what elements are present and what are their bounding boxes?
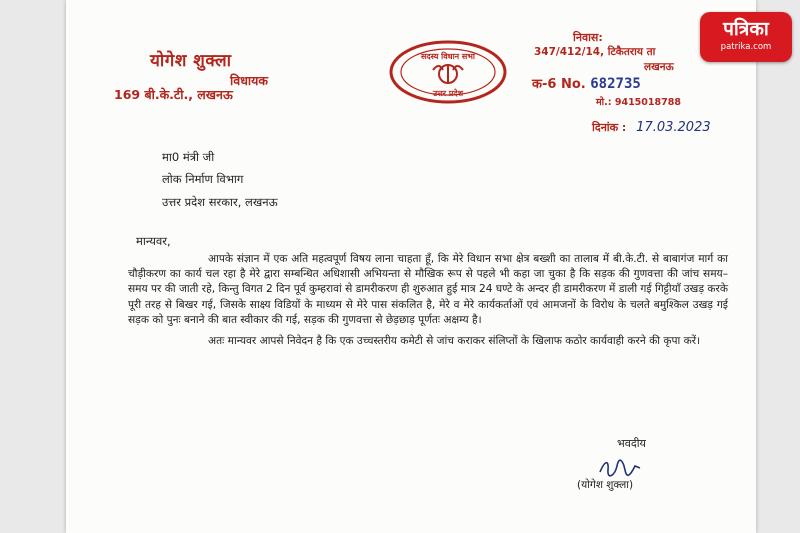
signature-icon bbox=[597, 456, 643, 478]
reference-value: 682735 bbox=[590, 76, 641, 92]
seal-top-text: सदस्य विधान सभा bbox=[420, 52, 476, 61]
assembly-seal-icon bbox=[388, 40, 508, 104]
mobile-number: मो.: 9415018788 bbox=[596, 97, 681, 108]
reference-prefix: क-6 No. bbox=[532, 77, 586, 92]
seal-bottom-text: उत्तर प्रदेश bbox=[432, 89, 464, 98]
residence-city: लखनऊ bbox=[644, 61, 674, 73]
residence-label: निवास: bbox=[573, 31, 603, 44]
salutation: मान्यवर, bbox=[136, 234, 171, 248]
letter-body bbox=[128, 252, 728, 349]
recipient-line-3: उत्तर प्रदेश सरकार, लखनऊ bbox=[162, 195, 278, 209]
letter-page bbox=[66, 0, 756, 533]
recipient-line-2: लोक निर्माण विभाग bbox=[162, 172, 244, 186]
closing: भवदीय bbox=[617, 437, 646, 450]
date-value: 17.03.2023 bbox=[636, 120, 711, 135]
letterhead-name: योगेश शुक्ला bbox=[150, 51, 232, 71]
logo-name: पत्रिका bbox=[723, 18, 769, 40]
body-paragraph-2: अतः मान्यवर आपसे निवेदन है कि एक उच्चस्तरीय कमेटी से जांच कराकर संलिप्तों के खिलाफ कठोर कार्यवाही करने की कृपा करें। bbox=[208, 335, 701, 348]
logo-site: patrika.com bbox=[720, 42, 772, 52]
body-paragraph-1: आपके संज्ञान में एक अति महत्वपूर्ण विषय लाना चाहता हूँ, कि मेरे विधान सभा क्षेत्र बख्शी का तालाब में बी.के.टी. से बाबागंज मार्ग का चौड़ीकरण का कार्य चल रहा है मेरे द्वारा सम्बन्धित अधिशासी अभियन्ता से मौखिक रूप से पहले भी कहा जा चुका है कि सड़क की गुणवत्ता की जांच समय–समय पर की जाती रहे, किन्तु विगत 2 दिन पूर्व कुम्हरावां से डामरीकरण ही शुरुआत हुई मात्र 24 घण्टे के अन्दर ही डामरीकरण में डाली गई गिट्टीयाँ उखड़ करके पूरी तरह से बिखर गई, जिसके साक्ष्य विडियों के माध्यम से मेरे पास संकलित है, मेरे व मेरे कार्यकर्ताओं एवं आमजनों के विरोध के चलते बमुश्किल उखड़ गई सड़क को पुनः बनाने की बात स्वीकार की गई, सड़क की गुणवत्ता से छेड़छाड़ पूर्णतः अक्षम्य है। bbox=[128, 253, 728, 326]
letterhead-designation: विधायक bbox=[230, 73, 268, 88]
date-row bbox=[592, 120, 711, 135]
reference-number bbox=[532, 74, 641, 92]
signatory-name: (योगेश शुक्ला) bbox=[577, 479, 634, 491]
patrika-logo bbox=[700, 12, 792, 62]
residence-address: 347/412/14, टिकैतराय ता bbox=[534, 46, 656, 58]
recipient-line-1: मा0 मंत्री जी bbox=[162, 150, 215, 164]
letterhead-address: 169 बी.के.टी., लखनऊ bbox=[114, 87, 233, 102]
date-label: दिनांक : bbox=[592, 121, 627, 134]
